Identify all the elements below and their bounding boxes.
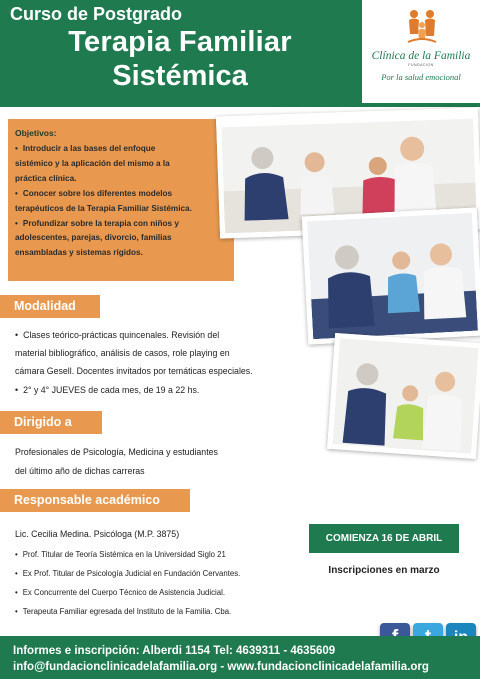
- objective-line: ensambladas y sistemas rígidos.: [15, 248, 143, 258]
- course-title-line2: Sistémica: [112, 60, 248, 92]
- section-tab-modalidad: Modalidad: [0, 295, 100, 318]
- logo-tagline: Por la salud emocional: [381, 72, 461, 82]
- logo-name: Clínica de la Familia: [371, 50, 471, 62]
- objective-line: • Introducir a las bases del enfoque: [15, 142, 234, 157]
- contact-info: Informes e inscripción: Alberdi 1154 Tel: 4639311 - 4635609: [13, 645, 336, 657]
- objective-line: práctica clínica.: [15, 173, 77, 183]
- responsable-name: Lic. Cecilia Medina. Psicóloga (M.P. 3875): [15, 529, 180, 539]
- section-tab-dirigido: Dirigido a: [0, 411, 102, 434]
- modalidad-schedule: • 2° y 4° JUEVES de cada mes, de 19 a 22 hs.: [15, 381, 199, 400]
- contact-links[interactable]: info@fundacionclinicadelafamilia.org - www.fundacionclinicadelafamilia.org: [13, 661, 429, 673]
- section-tab-responsable: Responsable académico: [0, 489, 190, 512]
- objective-line: adolescentes, parejas, divorcio, familias: [15, 233, 172, 243]
- objective-line: terapéuticos de la Terapia Familiar Sistémica.: [15, 203, 192, 213]
- family-logo-icon: [404, 8, 440, 46]
- responsable-item: • Prof. Titular de Teoría Sistémica en la Universidad Siglo 21: [15, 546, 226, 564]
- modalidad-line: cámara Gesell. Docentes invitados por temáticas especiales.: [15, 366, 253, 376]
- objective-line: • Profundizar sobre la terapia con niños y: [15, 217, 234, 232]
- modalidad-line: material bibliográfico, análisis de casos, role playing en: [15, 348, 230, 358]
- start-date-badge: COMIENZA 16 DE ABRIL: [309, 524, 459, 553]
- logo: [362, 0, 480, 103]
- dirigido-line: del último año de dichas carreras: [15, 466, 145, 476]
- inscripciones-note: Inscripciones en marzo: [328, 565, 440, 576]
- responsable-item: • Ex Concurrente del Cuerpo Técnico de Asistencia Judicial.: [15, 584, 225, 602]
- family-group-photo: [302, 208, 480, 345]
- logo-fundacion: FUNDACION: [408, 63, 434, 67]
- course-subtitle: Curso de Postgrado: [10, 4, 183, 24]
- objectives-box: [8, 119, 234, 281]
- course-title-line1: Terapia Familiar: [68, 26, 292, 58]
- dirigido-line: Profesionales de Psicología, Medicina y estudiantes: [15, 447, 218, 457]
- objectives-heading: Objetivos:: [15, 128, 57, 138]
- responsable-item: • Terapeuta Familiar egresada del Instituto de la Familia. Cba.: [15, 603, 231, 621]
- child-therapy-photo: [327, 333, 480, 459]
- objective-line: • Conocer sobre los diferentes modelos: [15, 187, 234, 202]
- modalidad-line: • Clases teórico-prácticas quincenales. Revisión del: [15, 326, 219, 345]
- objective-line: sistémico y la aplicación del mismo a la: [15, 158, 170, 168]
- responsable-item: • Ex Prof. Titular de Psicología Judicial en Fundación Cervantes.: [15, 565, 240, 583]
